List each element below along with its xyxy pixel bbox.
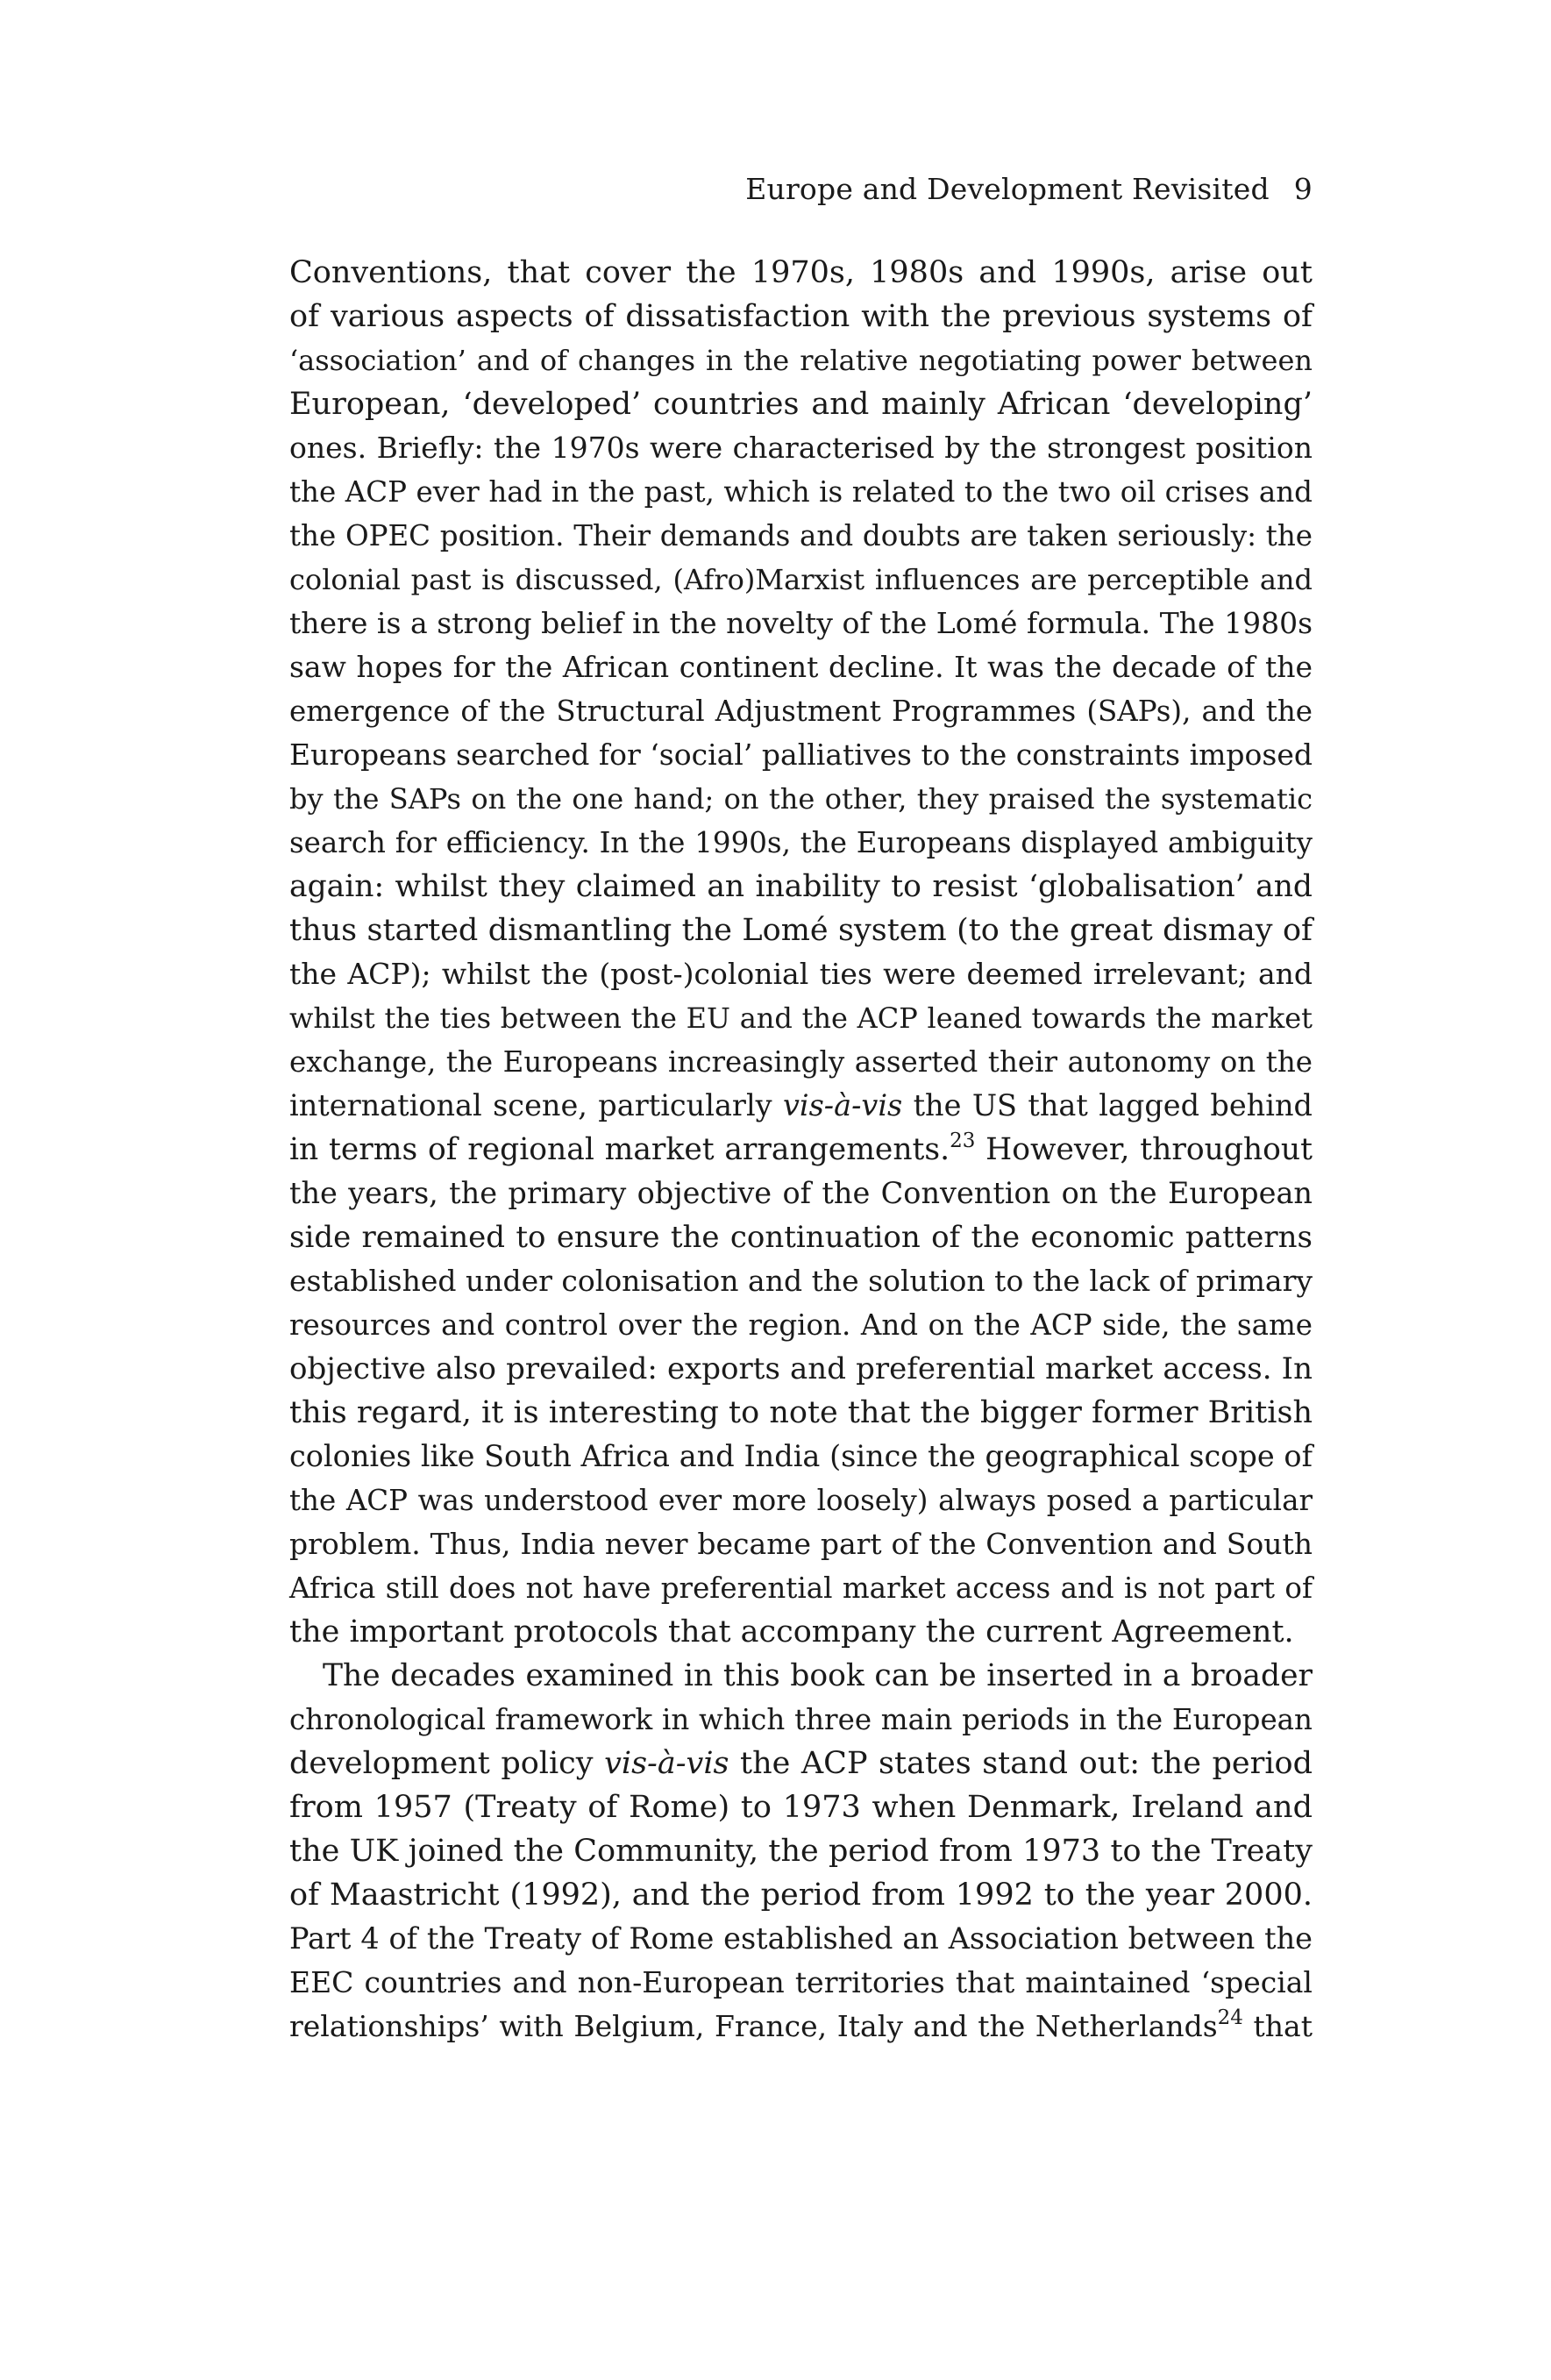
text-run: in terms of regional market arrangements. — [289, 1132, 950, 1167]
text-line: search for efficiency. In the 1990s, the Europeans displayed ambiguity — [289, 826, 1313, 859]
text-line: this regard, it is interesting to note that the bigger former British — [289, 1395, 1313, 1430]
text-line: saw hopes for the African continent decline. It was the decade of the — [289, 650, 1313, 684]
text-line: of Maastricht (1992), and the period from 1992 to the year 2000. — [289, 1878, 1313, 1913]
paragraph-2 — [289, 1654, 1313, 2049]
text-line — [289, 1742, 1313, 1785]
text-line: from 1957 (Treaty of Rome) to 1973 when Denmark, Ireland and — [289, 1790, 1313, 1825]
text-line: resources and control over the region. And on the ACP side, the same — [289, 1308, 1313, 1342]
text-line: the ACP was understood ever more loosely) always posed a particular — [289, 1484, 1313, 1517]
text-line: colonies like South Africa and India (since the geographical scope of — [289, 1439, 1313, 1473]
text-line — [289, 2005, 1313, 2049]
text-line: colonial past is discussed, (Afro)Marxist influences are perceptible and — [289, 563, 1313, 596]
text-line: exchange, the Europeans increasingly asserted their autonomy on the — [289, 1045, 1313, 1079]
text-line: again: whilst they claimed an inability to resist ‘globalisation’ and — [289, 869, 1313, 904]
text-line: established under colonisation and the solution to the lack of primary — [289, 1264, 1313, 1298]
text-line: of various aspects of dissatisfaction with the previous systems of — [289, 299, 1313, 334]
text-run: relationships’ with Belgium, France, Italy and the Netherlands — [289, 2009, 1218, 2043]
text-line: the OPEC position. Their demands and doubts are taken seriously: the — [289, 519, 1313, 552]
text-line: the ACP); whilst the (post-)colonial ties were deemed irrelevant; and — [289, 957, 1313, 991]
text-line: the important protocols that accompany the current Agreement. — [289, 1614, 1294, 1650]
text-line: whilst the ties between the EU and the ACP leaned towards the market — [289, 1001, 1313, 1035]
text-run: international scene, particularly — [289, 1088, 783, 1122]
text-line — [289, 1128, 1313, 1172]
text-line: ‘association’ and of changes in the relative negotiating power between — [289, 344, 1313, 377]
body-text — [289, 251, 1313, 2049]
italic-term: vis-à-vis — [782, 1088, 903, 1122]
text-run: the ACP states stand out: the period — [729, 1746, 1313, 1781]
footnote-ref-24[interactable]: 24 — [1217, 2006, 1243, 2029]
text-line: Europeans searched for ‘social’ palliatives to the constraints imposed — [289, 738, 1313, 772]
italic-term: vis-à-vis — [604, 1746, 729, 1781]
text-line: the ACP ever had in the past, which is related to the two oil crises and — [289, 475, 1313, 509]
text-run: that — [1242, 2009, 1313, 2043]
text-run: development policy — [289, 1746, 605, 1781]
page-number: 9 — [1293, 172, 1313, 206]
text-line: the years, the primary objective of the Convention on the European — [289, 1176, 1313, 1210]
text-line: EEC countries and non-European territories that maintained ‘special — [289, 1965, 1313, 1999]
text-line: The decades examined in this book can be inserted in a broader — [323, 1658, 1313, 1693]
text-line: Part 4 of the Treaty of Rome established an Association between the — [289, 1921, 1313, 1956]
text-line: ones. Briefly: the 1970s were characterised by the strongest position — [289, 431, 1313, 465]
text-line: Africa still does not have preferential market access and is not part of — [289, 1571, 1313, 1605]
text-line — [289, 1084, 1313, 1128]
text-line: side remained to ensure the continuation of the economic patterns — [289, 1220, 1313, 1255]
text-line: problem. Thus, India never became part of the Convention and South — [289, 1527, 1313, 1561]
running-head — [745, 172, 1313, 206]
running-title: Europe and Development Revisited — [745, 172, 1270, 206]
text-line: chronological framework in which three main periods in the European — [289, 1703, 1313, 1736]
text-line: thus started dismantling the Lomé system (to the great dismay of — [289, 913, 1313, 948]
text-run: the US that lagged behind — [902, 1088, 1313, 1122]
text-line: Conventions, that cover the 1970s, 1980s and 1990s, arise out — [289, 255, 1313, 290]
paragraph-1 — [289, 251, 1313, 1654]
text-line: objective also prevailed: exports and preferential market access. In — [289, 1351, 1313, 1386]
text-run: However, throughout — [975, 1132, 1313, 1167]
text-line: European, ‘developed’ countries and mainly African ‘developing’ — [289, 387, 1313, 422]
footnote-ref-23[interactable]: 23 — [950, 1129, 976, 1152]
text-line: emergence of the Structural Adjustment Programmes (SAPs), and the — [289, 695, 1313, 728]
text-line: by the SAPs on the one hand; on the other, they praised the systematic — [289, 782, 1313, 816]
text-line: there is a strong belief in the novelty of the Lomé formula. The 1980s — [289, 606, 1313, 640]
text-line: the UK joined the Community, the period from 1973 to the Treaty — [289, 1834, 1313, 1869]
